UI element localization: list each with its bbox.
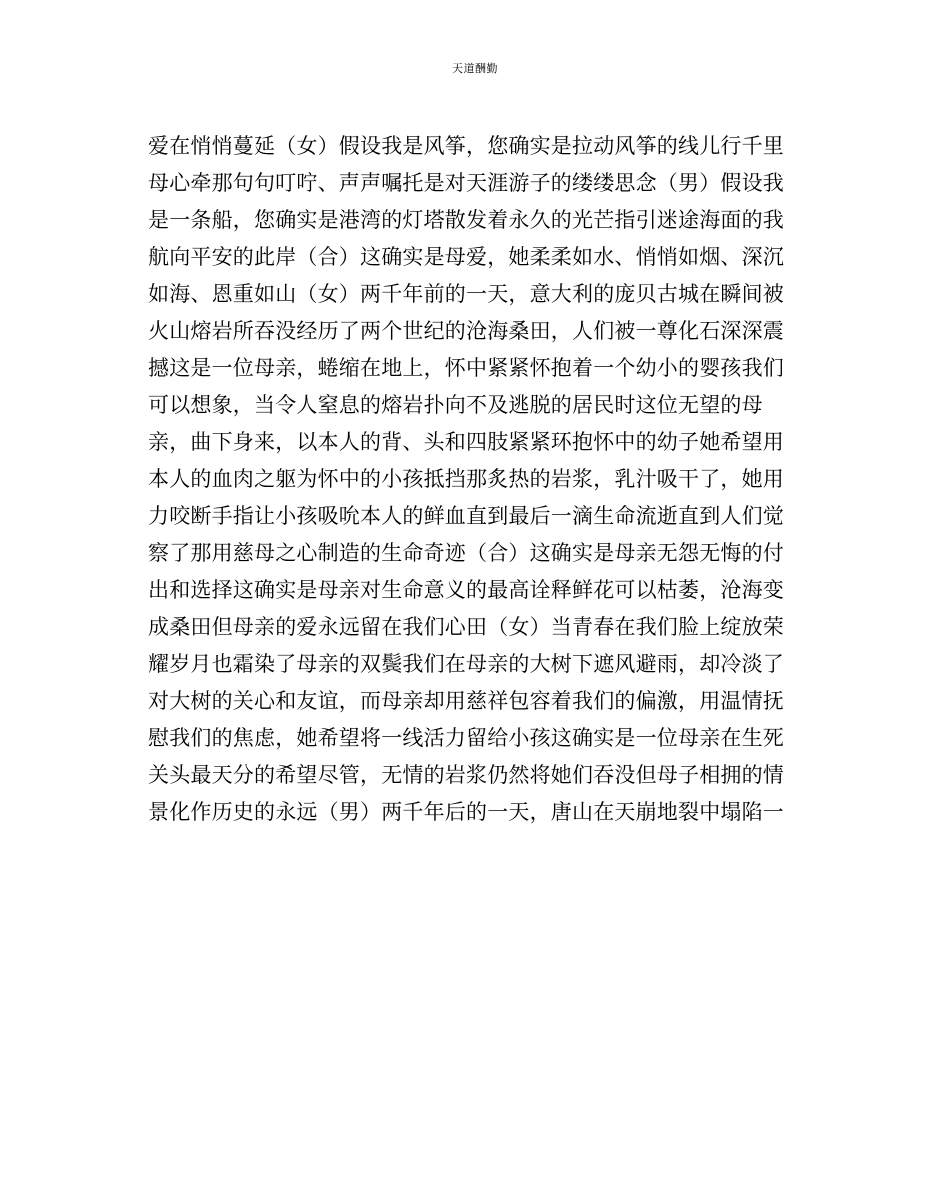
text-line: 察了那用慈母之心制造的生命奇迹（合）这确实是母亲无怨无悔的付 [148, 541, 784, 565]
text-line: 如海、恩重如山（女）两千年前的一天，意大利的庞贝古城在瞬间被 [148, 282, 784, 306]
text-line: 关头最天分的希望尽管，无情的岩浆仍然将她们吞没但母子相拥的情 [148, 763, 784, 787]
text-line: 出和选择这确实是母亲对生命意义的最高诠释鲜花可以枯萎，沧海变 [148, 578, 784, 602]
text-line: 爱在悄悄蔓延（女）假设我是风筝，您确实是拉动风筝的线儿行千里 [148, 134, 784, 158]
text-line: 景化作历史的永远（男）两千年后的一天，唐山在天崩地裂中塌陷一 [148, 800, 784, 824]
text-line: 是一条船，您确实是港湾的灯塔散发着永久的光芒指引迷途海面的我 [148, 208, 784, 232]
text-line: 火山熔岩所吞没经历了两个世纪的沧海桑田，人们被一尊化石深深震 [148, 319, 784, 343]
text-line: 对大树的关心和友谊，而母亲却用慈祥包容着我们的偏激，用温情抚 [148, 689, 784, 713]
text-line: 本人的血肉之躯为怀中的小孩抵挡那炙热的岩浆，乳汁吸干了，她用 [148, 467, 784, 491]
text-line: 航向平安的此岸（合）这确实是母爱，她柔柔如水、悄悄如烟、深沉 [148, 245, 784, 269]
text-line: 可以想象，当令人窒息的熔岩扑向不及逃脱的居民时这位无望的母 [148, 393, 763, 417]
text-line: 亲，曲下身来，以本人的背、头和四肢紧紧环抱怀中的幼子她希望用 [148, 430, 784, 454]
text-line: 母心牵那句句叮咛、声声嘱托是对天涯游子的缕缕思念（男）假设我 [148, 171, 784, 195]
text-line: 成桑田但母亲的爱永远留在我们心田（女）当青春在我们脸上绽放荣 [148, 615, 784, 639]
text-line: 撼这是一位母亲，蜷缩在地上，怀中紧紧怀抱着一个幼小的婴孩我们 [148, 356, 784, 380]
page-header: 天道酬勤 [452, 62, 498, 75]
text-line: 耀岁月也霜染了母亲的双鬓我们在母亲的大树下遮风避雨，却冷淡了 [148, 652, 784, 676]
text-line: 力咬断手指让小孩吸吮本人的鲜血直到最后一滴生命流逝直到人们觉 [148, 504, 784, 528]
body-text [148, 128, 808, 831]
text-line: 慰我们的焦虑，她希望将一线活力留给小孩这确实是一位母亲在生死 [148, 726, 784, 750]
